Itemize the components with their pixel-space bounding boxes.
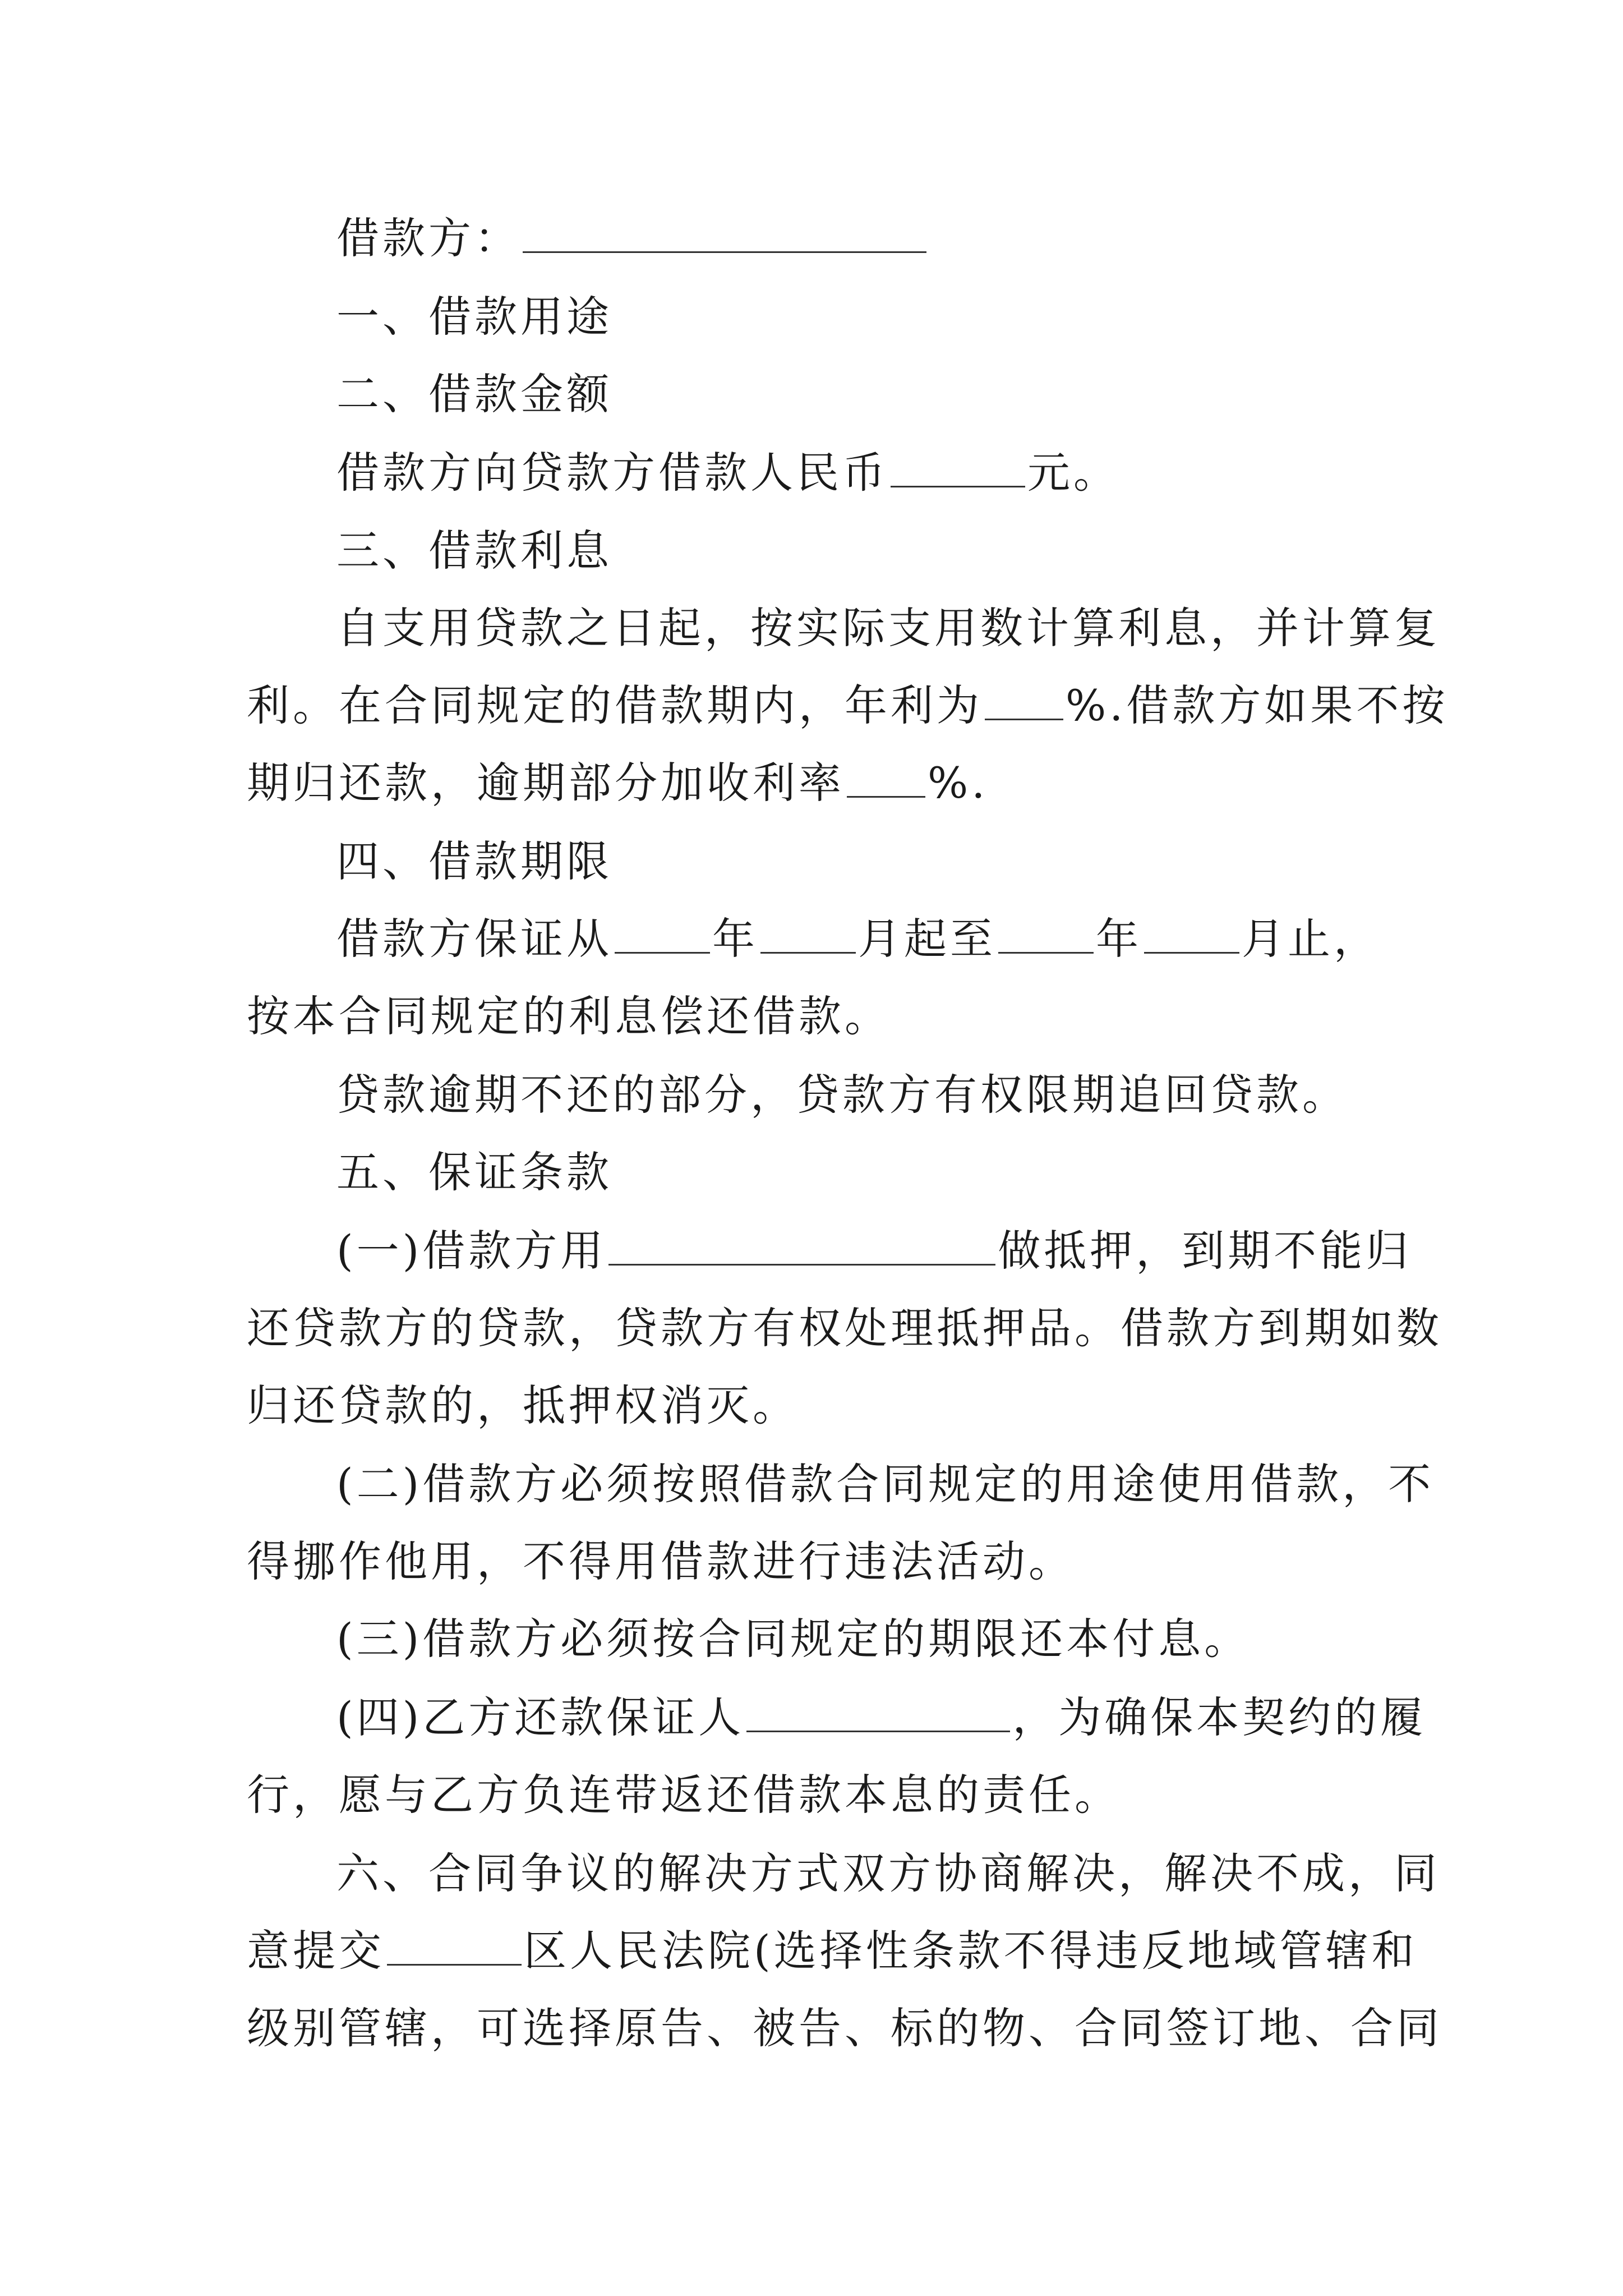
guarantor-text: (四)乙方还款保证人 <box>336 1692 745 1742</box>
section-3-heading: 三、借款利息 <box>336 526 612 576</box>
penalty-rate-suffix: %. <box>928 758 989 808</box>
interest-paragraph-line-3 <box>247 755 988 811</box>
clause-1-line-1 <box>336 1223 1412 1279</box>
annual-rate-blank[interactable] <box>985 683 1063 720</box>
section-6-line-2 <box>247 1923 1418 1979</box>
court-text: 意提交 <box>247 1926 385 1976</box>
guarantor-suffix: ，为确保本契约的履 <box>1012 1692 1427 1742</box>
term-text-start: 借款方保证从 <box>336 914 612 964</box>
end-month-blank[interactable] <box>1144 916 1239 954</box>
penalty-rate-blank[interactable] <box>847 760 925 798</box>
amount-line <box>336 445 1119 501</box>
clause-4-line-1 <box>336 1690 1426 1746</box>
amount-suffix: 元。 <box>1027 448 1119 498</box>
section-6-line-3: 级别管辖，可选择原告、被告、标的物、合同签订地、合同 <box>247 2003 1442 2053</box>
penalty-rate-text: 期归还款，逾期部分加收利率 <box>247 758 845 808</box>
section-4-heading: 四、借款期限 <box>336 836 612 886</box>
clause-1-line-3: 归还贷款的，抵押权消灭。 <box>247 1381 799 1430</box>
clause-1-line-2: 还贷款方的贷款，贷款方有权处理抵押品。借款方到期如数 <box>247 1303 1442 1353</box>
term-paragraph-line-1 <box>336 911 1380 967</box>
interest-rate-text: 利。在合同规定的借款期内，年利为 <box>247 680 983 730</box>
interest-paragraph-line-2 <box>247 678 1448 734</box>
term-text-middle: 月起至 <box>858 914 996 964</box>
borrower-label: 借款方： <box>336 213 520 263</box>
collateral-text: (一)借款方用 <box>336 1226 607 1276</box>
guarantor-blank[interactable] <box>746 1695 1010 1732</box>
section-1-heading: 一、借款用途 <box>336 292 612 342</box>
collateral-blank[interactable] <box>608 1228 995 1266</box>
clause-2-line-2: 得挪作他用，不得用借款进行违法活动。 <box>247 1536 1075 1586</box>
collateral-suffix: 做抵押，到期不能归 <box>998 1226 1412 1276</box>
term-paragraph-line-2: 按本合同规定的利息偿还借款。 <box>247 991 891 1041</box>
start-month-blank[interactable] <box>760 916 856 954</box>
clause-2-line-1: (二)借款方必须按照借款合同规定的用途使用借款，不 <box>336 1459 1435 1509</box>
borrower-line <box>336 210 929 266</box>
term-year-label: 年 <box>712 914 758 964</box>
section-2-heading: 二、借款金额 <box>336 369 612 419</box>
interest-paragraph-line-1: 自支用贷款之日起，按实际支用数计算利息，并计算复 <box>336 603 1440 653</box>
end-year-blank[interactable] <box>998 916 1094 954</box>
start-year-blank[interactable] <box>615 916 710 954</box>
overdue-paragraph: 贷款逾期不还的部分，贷款方有权限期追回贷款。 <box>336 1070 1348 1120</box>
amount-blank[interactable] <box>891 450 1025 487</box>
section-5-heading: 五、保证条款 <box>336 1147 612 1197</box>
interest-rate-suffix: %.借款方如果不按 <box>1066 680 1449 730</box>
clause-3: (三)借款方必须按合同规定的期限还本付息。 <box>336 1614 1251 1664</box>
borrower-blank[interactable] <box>523 215 926 253</box>
section-6-line-1: 六、合同争议的解决方式双方协商解决，解决不成，同 <box>336 1848 1440 1898</box>
term-year-label-2: 年 <box>1096 914 1142 964</box>
clause-4-line-2: 行，愿与乙方负连带返还借款本息的责任。 <box>247 1770 1121 1820</box>
amount-text: 借款方向贷款方借款人民币 <box>336 448 888 498</box>
court-suffix: 区人民法院(选择性条款不得违反地域管辖和 <box>524 1926 1418 1976</box>
term-text-end: 月止， <box>1242 914 1380 964</box>
court-blank[interactable] <box>387 1928 522 1966</box>
